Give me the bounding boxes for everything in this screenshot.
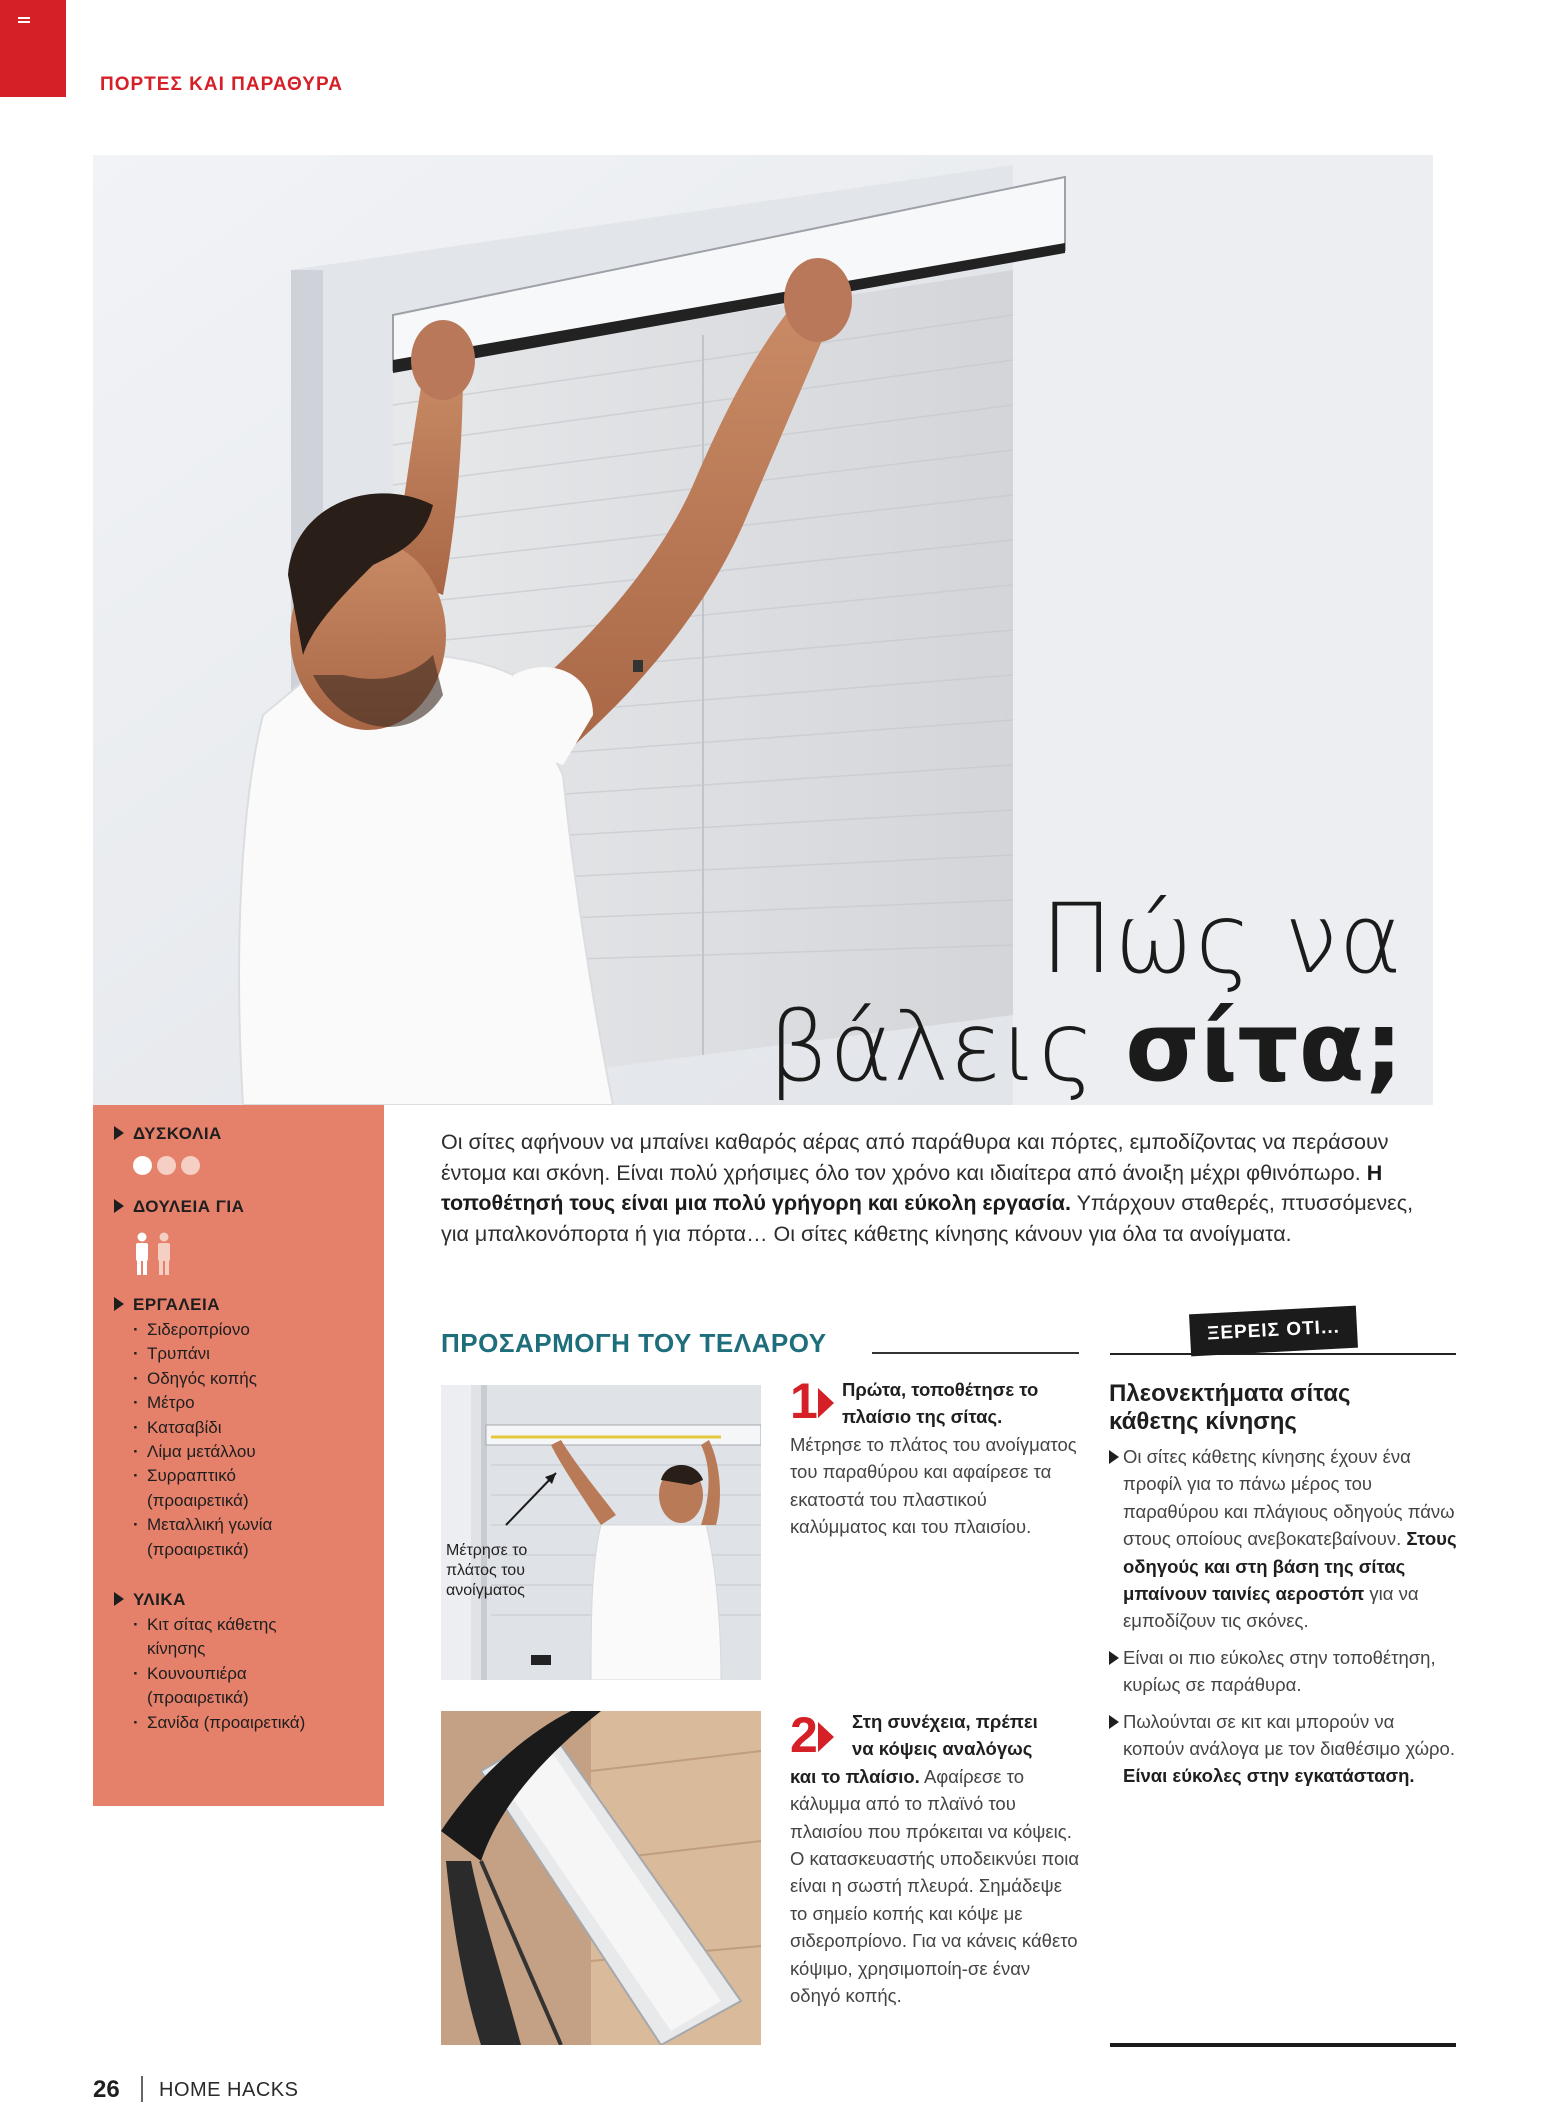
list-item: · Συρραπτικό <box>147 1464 272 1488</box>
hero-title-line2-light: βάλεις <box>767 991 1126 1103</box>
step1-photo <box>441 1385 761 1680</box>
step-heading: πλαίσιο της σίτας. <box>842 1406 1003 1428</box>
step-number: 1 <box>790 1373 818 1429</box>
intro-text-bold: Η τοποθέτησή τους είναι μια πολύ γρήγορη και εύκολη εργασία. <box>441 1160 1383 1215</box>
did-you-know-top-rule <box>1110 1353 1456 1355</box>
intro-paragraph <box>441 1127 1441 1249</box>
caption-line: Μέτρησε το <box>446 1542 528 1559</box>
step-heading: να κόψεις αναλόγως <box>852 1738 1033 1760</box>
photo1-caption <box>446 1541 527 1601</box>
list-item: · Μέτρο <box>147 1391 272 1415</box>
step-arrow-icon <box>818 1388 834 1418</box>
list-item: · Κατσαβίδι <box>147 1416 272 1440</box>
list-item-continued: κίνησης <box>147 1639 206 1659</box>
step-2 <box>790 1708 1080 2009</box>
section-heading: ΠΡΟΣΑΡΜΟΓΗ ΤΟΥ ΤΕΛΑΡΟΥ <box>441 1328 827 1358</box>
page-number: 26 <box>93 2076 120 2103</box>
tools-list <box>147 1318 272 1562</box>
step-arrow-icon <box>818 1722 834 1752</box>
item-bold-text: Είναι εύκολες στην εγκατάσταση. <box>1123 1765 1415 1787</box>
materials-list <box>147 1613 305 1735</box>
list-item: · Τρυπάνι <box>147 1342 272 1366</box>
item-text: Οι σίτες κάθετης κίνησης έχουν ένα προφίλ για το πάνω μέρος του παραθύρου και πλάγιους οδηγούς πάνω στους οποίους ανεβοκατεβαίνουν. <box>1123 1446 1455 1550</box>
work-for-label: ΔΟΥΛΕΙΑ ΓΙΑ <box>133 1197 245 1216</box>
did-you-know-title <box>1109 1380 1351 1436</box>
hero-title-line2 <box>768 993 1403 1101</box>
list-item: · Οδηγός κοπής <box>147 1367 272 1391</box>
difficulty-dot-filled <box>133 1156 152 1175</box>
footer-separator <box>141 2076 143 2102</box>
item-text: Είναι οι πιο εύκολες στην τοποθέτηση, κυρίως σε παράθυρα. <box>1123 1646 1436 1696</box>
did-you-know-bottom-rule <box>1110 2043 1456 2047</box>
hero-title-line2-bold: σίτα; <box>1125 991 1403 1103</box>
item-text: για να εμποδίζουν τις σκόνες. <box>1123 1583 1419 1632</box>
hero-title <box>768 885 1403 1101</box>
step-heading: Πρώτα, τοποθέτησε το <box>842 1379 1039 1400</box>
info-sidebar <box>93 1105 384 1806</box>
tools-label: ΕΡΓΑΛΕΙΑ <box>133 1295 220 1314</box>
caption-line: πλάτος του <box>446 1562 525 1579</box>
materials-label: ΥΛΙΚΑ <box>133 1590 186 1609</box>
list-item: · Σιδεροπρίονο <box>147 1318 272 1342</box>
difficulty-label: ΔΥΣΚΟΛΙΑ <box>133 1124 222 1143</box>
did-you-know-tag: ΞΕΡΕΙΣ ΟΤΙ... <box>1189 1306 1358 1357</box>
list-item <box>1109 1708 1459 1790</box>
intro-text-b: Υπάρχουν σταθερές, πτυσσόμενες, για μπαλκονόπορτα ή για πόρτα… Οι σίτες κάθετης κίνησης κάνουν για όλα τα ανοίγματα. <box>441 1191 1414 1246</box>
did-you-know-list <box>1109 1443 1459 1799</box>
intro-text-a: Οι σίτες αφήνουν να μπαίνει καθαρός αέρας από παράθυρα και πόρτες, εμποδίζοντας να περάσουν έντομα και σκόνη. Είναι πολύ χρήσιμες όλο τον χρόνο και ιδιαίτερα από άνοιξη μέχρι φθινόπωρο. <box>441 1130 1389 1185</box>
list-item: · Μεταλλική γωνία <box>147 1513 272 1537</box>
corner-tab <box>0 0 66 97</box>
list-item <box>1109 1644 1459 1699</box>
step-body: Αφαίρεσε το κάλυμμα από το πλαϊνό του πλαισίου που πρόκειται να κόψεις. Ο κατασκευαστής υποδεικνύει ποια είναι η σωστή πλευρά. Σημάδεψε το σημείο κοπής και κόψε με σιδεροπρίονο. Για να κάνεις κάθετο κόψιμο, χρησιμοποίη-σε έναν οδηγό κοπής. <box>790 1765 1080 2007</box>
step-heading-inline: και το πλαίσιο. <box>790 1765 920 1787</box>
list-item: · Σανίδα (προαιρετικά) <box>147 1711 305 1735</box>
list-item-continued: (προαιρετικά) <box>147 1688 249 1708</box>
list-item-continued: (προαιρετικά) <box>147 1490 249 1510</box>
menu-icon[interactable] <box>18 17 30 27</box>
list-item: · Κουνουπιέρα <box>147 1662 305 1686</box>
publication-name: HOME HACKS <box>159 2079 299 2101</box>
difficulty-dot-empty <box>157 1156 176 1175</box>
difficulty-dot-empty <box>181 1156 200 1175</box>
list-item <box>1109 1443 1459 1635</box>
item-bold-text: Στους οδηγούς και στη βάση της σίτας μπαίνουν ταινίες αεροστόπ <box>1123 1528 1457 1605</box>
list-item-continued: (προαιρετικά) <box>147 1539 249 1559</box>
item-text: Πωλούνται σε κιτ και μπορούν να κοπούν ανάλογα με τον διαθέσιμο χώρο. <box>1123 1710 1455 1760</box>
did-you-know-title-line: κάθετης κίνησης <box>1109 1408 1297 1435</box>
section-heading-rule <box>872 1352 1079 1354</box>
did-you-know-title-line: Πλεονεκτήματα σίτας <box>1109 1380 1351 1407</box>
list-item: · Λίμα μετάλλου <box>147 1440 272 1464</box>
hero-photo <box>93 155 1433 1105</box>
hero-title-line1: Πώς να <box>1040 883 1403 995</box>
people-icon <box>133 1232 177 1281</box>
step2-photo <box>441 1711 761 2045</box>
section-label: ΠΟΡΤΕΣ ΚΑΙ ΠΑΡΑΘΥΡΑ <box>100 74 343 95</box>
step-number: 2 <box>790 1707 818 1763</box>
step-1 <box>790 1373 1080 1540</box>
difficulty-rating <box>133 1156 205 1180</box>
step-heading: Στη συνέχεια, πρέπει <box>852 1711 1038 1732</box>
caption-line: ανοίγματος <box>446 1582 525 1599</box>
list-item: · Κιτ σίτας κάθετης <box>147 1613 305 1637</box>
step-body: Μέτρησε το πλάτος του ανοίγματος του παραθύρου και αφαίρεσε τα εκατοστά του πλαστικού καλύμματος και του πλαισίου. <box>790 1433 1077 1538</box>
